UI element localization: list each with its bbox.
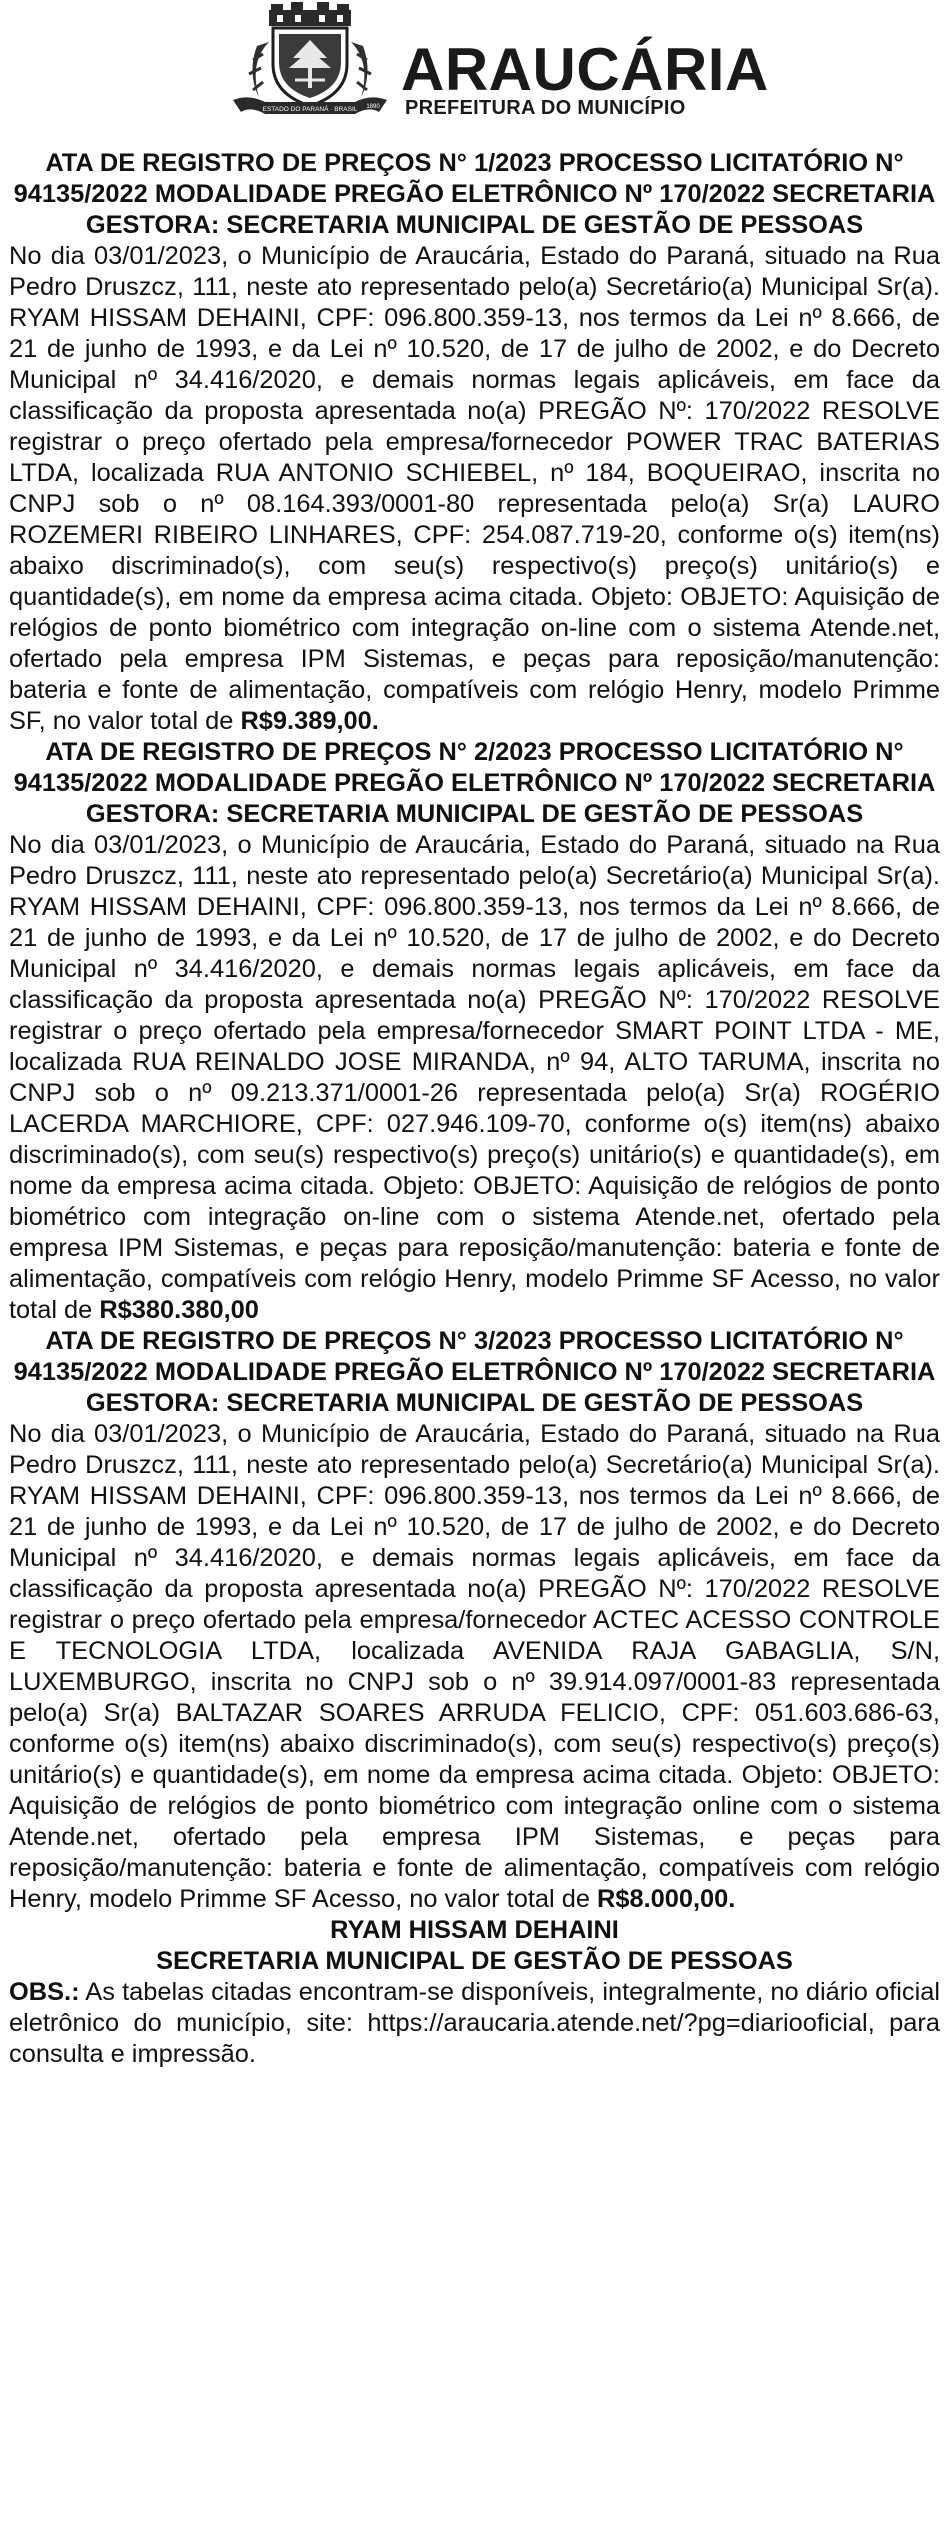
ata-title: ATA DE REGISTRO DE PREÇOS N° 1/2023 PROCESSO LICITATÓRIO N° 94135/2022 MODALIDADE PREGÃO ELETRÔNICO Nº 170/2022 SECRETARIA GESTORA: SECRETARIA MUNICIPAL DE GESTÃO DE PESSOAS xyxy=(13,149,936,239)
ata-total-value: R$380.380,00 xyxy=(99,1296,259,1324)
ata-total-value: R$8.000,00. xyxy=(597,1885,736,1913)
seal-year: 1890 xyxy=(366,104,380,110)
observation-note xyxy=(9,1977,940,2070)
ata-title: ATA DE REGISTRO DE PREÇOS N° 2/2023 PROCESSO LICITATÓRIO N° 94135/2022 MODALIDADE PREGÃO ELETRÔNICO Nº 170/2022 SECRETARIA GESTORA: SECRETARIA MUNICIPAL DE GESTÃO DE PESSOAS xyxy=(13,738,936,828)
municipal-coat-of-arms-icon xyxy=(229,2,391,120)
ata-section xyxy=(9,737,940,1326)
seal-ribbon-text: ESTADO DO PARANÁ · BRASIL xyxy=(262,106,358,113)
ata-body-text: No dia 03/01/2023, o Município de Araucária, Estado do Paraná, situado na Rua Pedro Druszcz, 111, neste ato representado pelo(a) Secretário(a) Municipal Sr(a). RYAM HISSAM DEHAINI, CPF: 096.800.359-13, nos termos da Lei nº 8.666, de 21 de junho de 1993, e da Lei nº 10.520, de 17 de julho de 2002, e do Decreto Municipal nº 34.416/2020, e demais normas legais aplicáveis, em face da classificação da proposta apresentada no(a) PREGÃO Nº: 170/2022 RESOLVE registrar o preço ofertado pela empresa/fornecedor ACTEC ACESSO CONTROLE E TECNOLOGIA LTDA, localizada AVENIDA RAJA GABAGLIA, S/N, LUXEMBURGO, inscrita no CNPJ sob o nº 39.914.097/0001-83 representada pelo(a) Sr(a) BALTAZAR SOARES ARRUDA FELICIO, CPF: 051.603.686-63, conforme o(s) item(ns) abaixo discriminado(s), com seu(s) respectivo(s) preço(s) unitário(s) e quantidade(s), em nome da empresa acima citada. Objeto: OBJETO: Aquisição de relógios de ponto biométrico com integração online com o sistema Atende.net, ofertado pela empresa IPM Sistemas, e peças para reposição/manutenção: bateria e fonte de alimentação, compatíveis com relógio Henry, modelo Primme SF Acesso, no valor total de xyxy=(9,1420,940,1913)
ata-total-value: R$9.389,00. xyxy=(240,707,379,735)
signature-name: RYAM HISSAM DEHAINI xyxy=(330,1916,619,1944)
signature-role: SECRETARIA MUNICIPAL DE GESTÃO DE PESSOAS xyxy=(156,1947,793,1975)
ata-body-text: No dia 03/01/2023, o Município de Araucária, Estado do Paraná, situado na Rua Pedro Druszcz, 111, neste ato representado pelo(a) Secretário(a) Municipal Sr(a). RYAM HISSAM DEHAINI, CPF: 096.800.359-13, nos termos da Lei nº 8.666, de 21 de junho de 1993, e da Lei nº 10.520, de 17 de julho de 2002, e do Decreto Municipal nº 34.416/2020, e demais normas legais aplicáveis, em face da classificação da proposta apresentada no(a) PREGÃO Nº: 170/2022 RESOLVE registrar o preço ofertado pela empresa/fornecedor SMART POINT LTDA - ME, localizada RUA REINALDO JOSE MIRANDA, nº 94, ALTO TARUMA, inscrita no CNPJ sob o nº 09.213.371/0001-26 representada pelo(a) Sr(a) ROGÉRIO LACERDA MARCHIORE, CPF: 027.946.109-70, conforme o(s) item(ns) abaixo discriminado(s), com seu(s) respectivo(s) preço(s) unitário(s) e quantidade(s), em nome da empresa acima citada. Objeto: OBJETO: Aquisição de relógios de ponto biométrico com integração on-line com o sistema Atende.net, ofertado pela empresa IPM Sistemas, e peças para reposição/manutenção: bateria e fonte de alimentação, compatíveis com relógio Henry, modelo Primme SF Acesso, no valor total de xyxy=(9,831,940,1324)
brand-subtitle: PREFEITURA DO MUNICÍPIO xyxy=(405,97,686,119)
ata-paragraph xyxy=(9,1419,940,1915)
masthead xyxy=(9,0,940,122)
ata-title: ATA DE REGISTRO DE PREÇOS N° 3/2023 PROCESSO LICITATÓRIO N° 94135/2022 MODALIDADE PREGÃO ELETRÔNICO Nº 170/2022 SECRETARIA GESTORA: SECRETARIA MUNICIPAL DE GESTÃO DE PESSOAS xyxy=(13,1327,936,1417)
ata-section xyxy=(9,148,940,737)
ata-body-text: No dia 03/01/2023, o Município de Araucária, Estado do Paraná, situado na Rua Pedro Druszcz, 111, neste ato representado pelo(a) Secretário(a) Municipal Sr(a). RYAM HISSAM DEHAINI, CPF: 096.800.359-13, nos termos da Lei nº 8.666, de 21 de junho de 1993, e da Lei nº 10.520, de 17 de julho de 2002, e do Decreto Municipal nº 34.416/2020, e demais normas legais aplicáveis, em face da classificação da proposta apresentada no(a) PREGÃO Nº: 170/2022 RESOLVE registrar o preço ofertado pela empresa/fornecedor POWER TRAC BATERIAS LTDA, localizada RUA ANTONIO SCHIEBEL, nº 184, BOQUEIRAO, inscrita no CNPJ sob o nº 08.164.393/0001-80 representada pelo(a) Sr(a) LAURO ROZEMERI RIBEIRO LINHARES, CPF: 254.087.719-20, conforme o(s) item(ns) abaixo discriminado(s), com seu(s) respectivo(s) preço(s) unitário(s) e quantidade(s), em nome da empresa acima citada. Objeto: OBJETO: Aquisição de relógios de ponto biométrico com integração on-line com o sistema Atende.net, ofertado pela empresa IPM Sistemas, e peças para reposição/manutenção: bateria e fonte de alimentação, compatíveis com relógio Henry, modelo Primme SF, no valor total de xyxy=(9,242,940,735)
observation-text: As tabelas citadas encontram-se disponíveis, integralmente, no diário oficial eletrônico do município, site: https://araucaria.atende.net/?pg=diariooficial, para consulta e impressão. xyxy=(9,1978,940,2068)
observation-label: OBS.: xyxy=(9,1978,80,2006)
ata-paragraph xyxy=(9,830,940,1326)
ata-section xyxy=(9,1326,940,1915)
ata-paragraph xyxy=(9,241,940,737)
brand-name: ARAUCÁRIA xyxy=(401,36,769,103)
document-body xyxy=(9,122,940,2070)
brand-block xyxy=(401,36,769,119)
